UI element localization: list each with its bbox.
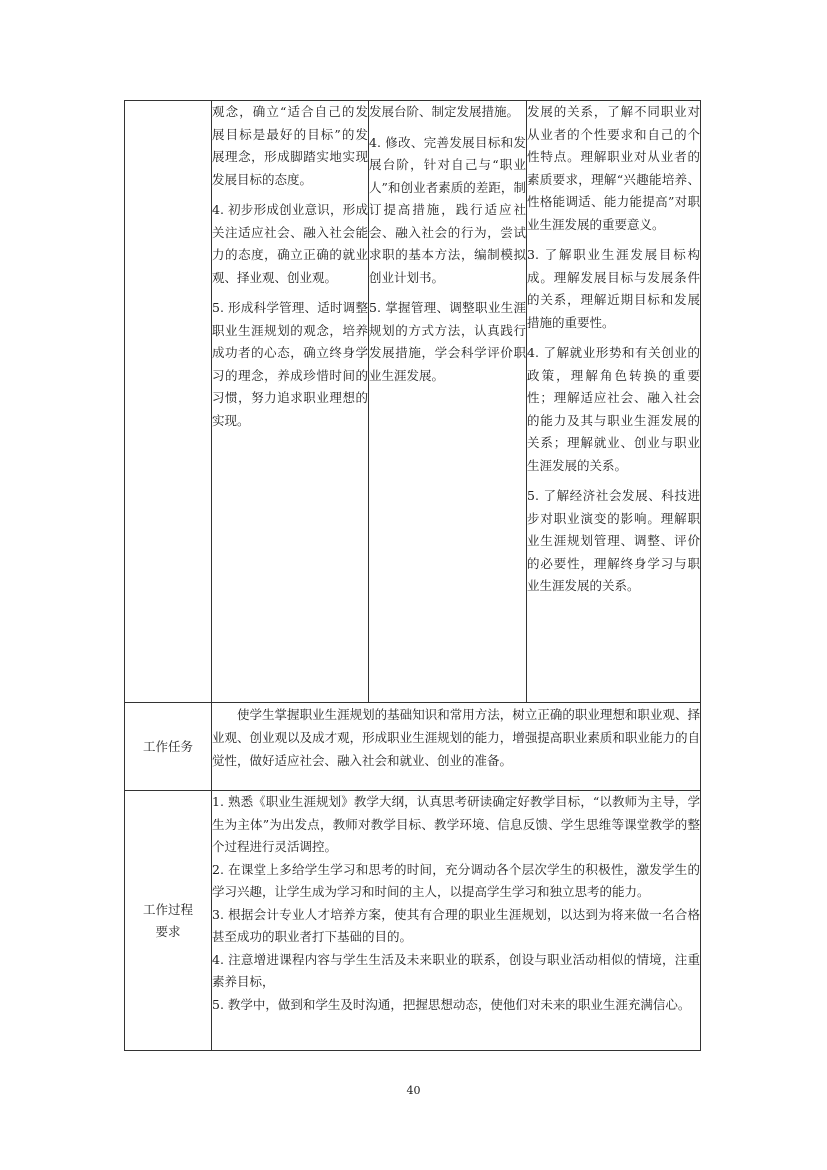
process-label: [125, 791, 212, 1051]
knowledge-paragraph: 4. 了解就业形势和有关创业的政策，理解角色转换的重要性；理解适应社会、融入社会的能力及其与职业生涯发展的关系；理解就业、创业与职业生涯发展的关系。: [527, 345, 700, 473]
ability-paragraph: 5. 掌握管理、调整职业生涯规划的方式方法，认真践行发展措施，学会科学评价职业生涯发展。: [369, 300, 526, 383]
knowledge-paragraph: 发展的关系，了解不同职业对从业者的个性要求和自己的个性特点。理解职业对从业者的素质要求，理解“兴趣能培养、性格能调适、能力能提高”对职业生涯发展的重要意义。: [527, 104, 700, 232]
attitude-paragraph: 观念，确立“适合自己的发展目标是最好的目标”的发展理念，形成脚踏实地实现发展目标的态度。: [212, 104, 368, 187]
process-label-line: 要求: [155, 923, 181, 939]
page-number: 40: [406, 1084, 421, 1097]
process-row: [125, 791, 701, 1051]
objectives-row: [125, 101, 701, 703]
requirement-item: 3. 根据会计专业人才培养方案，使其有合理的职业生涯规划，以达到为将来做一名合格甚至成功的职业者打下基础的目的。: [212, 906, 700, 944]
ability-paragraph: 发展台阶、制定发展措施。: [369, 104, 520, 119]
task-label: 工作任务: [125, 703, 212, 791]
task-text: 使学生掌握职业生涯规划的基础知识和常用方法，树立正确的职业理想和职业观、择业观、创业观以及成才观，形成职业生涯规划的能力，增强提高职业素质和职业能力的自觉性，做好适应社会、融入社会和就业、创业的准备。: [212, 703, 701, 791]
knowledge-paragraph: 5. 了解经济社会发展、科技进步对职业演变的影响。理解职业生涯规划管理、调整、评价的必要性，理解终身学习与职业生涯发展的关系。: [527, 488, 700, 593]
attitude-paragraph: 5. 形成科学管理、适时调整职业生涯规划的观念，培养成功者的心态，确立终身学习的理念，养成珍惜时间的习惯，努力追求职业理想的实现。: [212, 300, 368, 428]
task-row: [125, 703, 701, 791]
requirement-item: 2. 在课堂上多给学生学习和思考的时间，充分调动各个层次学生的积极性，激发学生的学习兴趣，让学生成为学习和时间的主人，以提高学生学习和独立思考的能力。: [212, 861, 700, 899]
requirement-item: 4. 注意增进课程内容与学生生活及未来职业的联系，创设与职业活动相似的情境，注重素养目标，: [212, 951, 700, 989]
knowledge-paragraph: 3. 了解职业生涯发展目标构成。理解发展目标与发展条件的关系，理解近期目标和发展措施的重要性。: [527, 247, 700, 330]
course-standard-table: [124, 100, 701, 1051]
requirement-item: 1. 熟悉《职业生涯规划》教学大纲，认真思考研读确定好教学目标，“以教师为主导，学生为主体”为出发点，教师对教学目标、教学环境、信息反馈、学生思维等课堂教学的整个过程进行灵活调控。: [212, 794, 700, 854]
requirement-item: 5. 教学中，做到和学生及时沟通，把握思想动态，使他们对未来的职业生涯充满信心。: [212, 996, 691, 1012]
attitude-paragraph: 4. 初步形成创业意识，形成关注适应社会、融入社会能力的态度，确立正确的就业观、择业观、创业观。: [212, 202, 368, 285]
ability-paragraph: 4. 修改、完善发展目标和发展台阶，针对自己与“职业人”和创业者素质的差距，制订提高措施，践行适应社会、融入社会的行为，尝试求职的基本方法，编制模拟创业计划书。: [369, 134, 526, 285]
process-label-line: 工作过程: [142, 901, 193, 917]
objectives-label-cell: [125, 101, 212, 703]
attitude-objectives-cell: [212, 101, 369, 703]
knowledge-objectives-cell: [527, 101, 701, 703]
process-requirements-cell: [212, 791, 701, 1051]
ability-objectives-cell: [369, 101, 527, 703]
